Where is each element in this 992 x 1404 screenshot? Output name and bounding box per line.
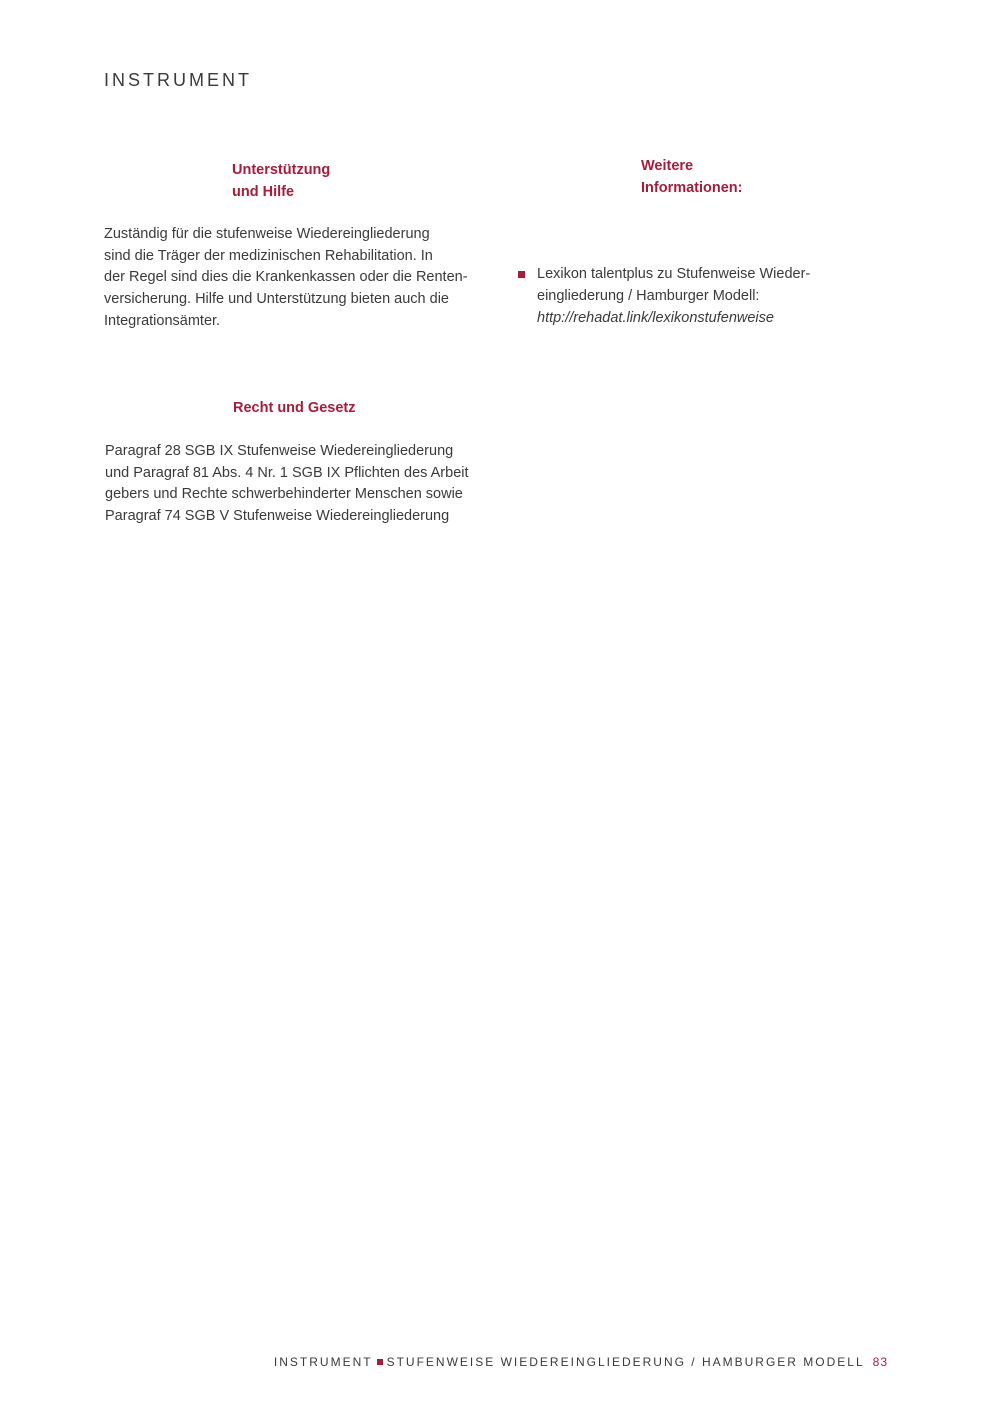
more-info-list (518, 263, 810, 329)
support-heading-line-1: Unterstützung (232, 162, 331, 178)
law-heading: Recht und Gesetz (233, 400, 356, 416)
more-info-heading-line-2: Informationen: (641, 180, 743, 196)
support-heading (232, 159, 372, 203)
square-bullet-icon (518, 271, 525, 278)
law-line-2: und Paragraf 81 Abs. 4 Nr. 1 SGB IX Pflichten des Arbeit (105, 464, 469, 481)
support-line-3: der Regel sind dies die Krankenkassen oder die Renten- (104, 269, 468, 286)
law-paragraph (105, 441, 495, 528)
square-separator-icon (377, 1359, 383, 1365)
section-label: INSTRUMENT (104, 70, 252, 90)
support-line-5: Integrationsämter. (104, 312, 221, 329)
list-item-line-1: Lexikon talentplus zu Stufenweise Wieder- (537, 266, 811, 282)
footer-section: INSTRUMENT (273, 1355, 373, 1369)
page-footer (274, 1355, 888, 1369)
more-info-heading-line-1: Weitere (641, 158, 694, 174)
support-line-2: sind die Träger der medizinischen Rehabilitation. In (104, 247, 433, 264)
footer-title: STUFENWEISE WIEDEREINGLIEDERUNG / HAMBURGER MODELL (386, 1355, 865, 1369)
list-item-line-2: eingliederung / Hamburger Modell: (537, 288, 760, 304)
law-line-3: gebers und Rechte schwerbehinderter Menschen sowie (105, 486, 463, 503)
support-line-1: Zuständig für die stufenweise Wiedereingliederung (104, 226, 430, 242)
list-item (518, 263, 810, 329)
support-line-4: versicherung. Hilfe und Unterstützung bieten auch die (104, 291, 449, 308)
support-paragraph (104, 224, 494, 333)
more-info-heading (641, 155, 791, 199)
support-heading-line-2: und Hilfe (232, 184, 295, 200)
law-line-4: Paragraf 74 SGB V Stufenweise Wiedereingliederung (105, 508, 450, 525)
law-line-1: Paragraf 28 SGB IX Stufenweise Wiedereingliederung (105, 443, 454, 459)
rehadat-link[interactable]: http://rehadat.link/lexikonstufenweise (537, 310, 774, 326)
page-number: 83 (872, 1355, 888, 1369)
